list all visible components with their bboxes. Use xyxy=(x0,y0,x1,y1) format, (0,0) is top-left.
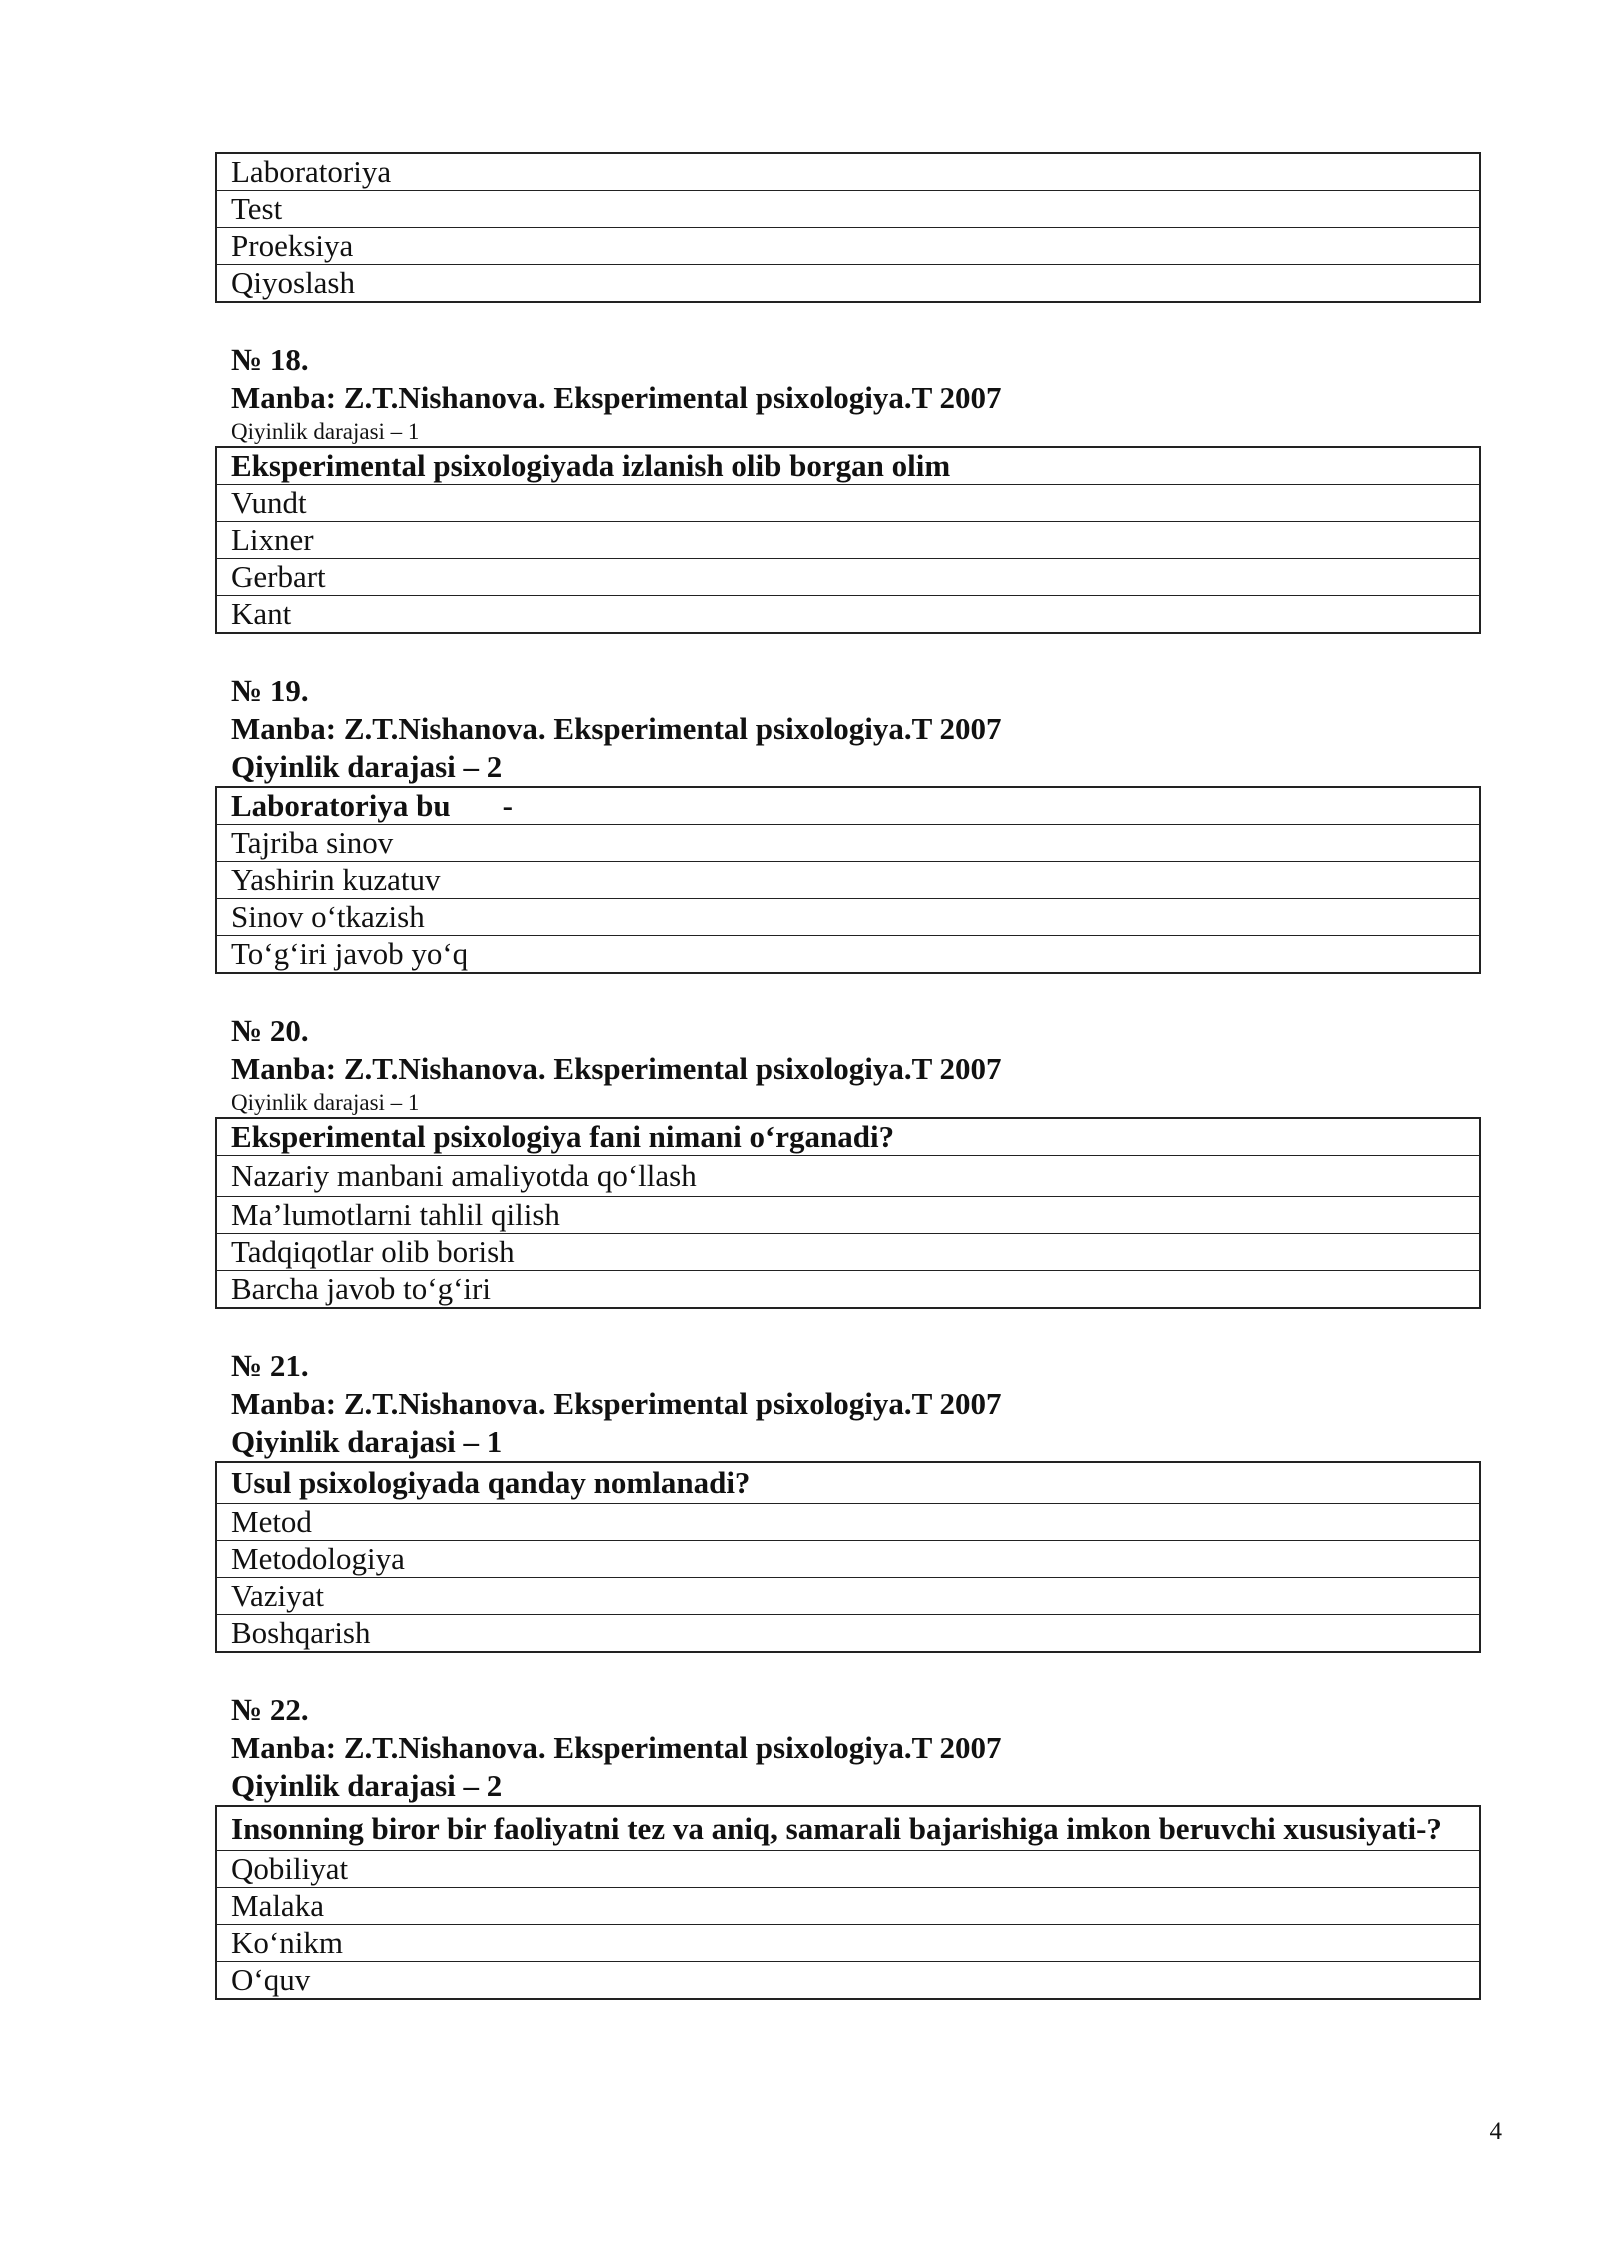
answer-cell: Test xyxy=(216,191,1480,228)
question-number: № 20. xyxy=(231,1013,309,1048)
table-row xyxy=(216,447,1480,485)
answer-cell: Laboratoriya xyxy=(216,153,1480,191)
difficulty-level: Qiyinlik darajasi – 2 xyxy=(231,1768,503,1803)
table-row xyxy=(216,825,1480,862)
table-row xyxy=(216,559,1480,596)
answer-cell: Qobiliyat xyxy=(216,1851,1480,1888)
table-row xyxy=(216,1615,1480,1653)
table-row xyxy=(216,485,1480,522)
question-table xyxy=(215,1117,1481,1309)
question-text: Usul psixologiyada qanday nomlanadi? xyxy=(216,1462,1480,1504)
answer-cell: Nazariy manbani amaliyotda qo‘llash xyxy=(216,1156,1480,1197)
question-source: Manba: Z.T.Nishanova. Eksperimental psixologiya.T 2007 xyxy=(231,380,1002,415)
table-row xyxy=(216,1962,1480,2000)
question-source: Manba: Z.T.Nishanova. Eksperimental psixologiya.T 2007 xyxy=(231,711,1002,746)
difficulty-level: Qiyinlik darajasi – 1 xyxy=(231,1090,420,1115)
answer-cell: Proeksiya xyxy=(216,228,1480,265)
answer-cell: Barcha javob to‘g‘iri xyxy=(216,1271,1480,1309)
table-row xyxy=(216,1806,1480,1851)
question-text: Eksperimental psixologiya fani nimani o‘rganadi? xyxy=(216,1118,1480,1156)
question-source: Manba: Z.T.Nishanova. Eksperimental psixologiya.T 2007 xyxy=(231,1730,1002,1765)
table-row xyxy=(216,936,1480,974)
table-row xyxy=(216,1197,1480,1234)
question-21-block xyxy=(215,1347,1481,1653)
answer-cell: Kant xyxy=(216,596,1480,634)
question-19-block xyxy=(215,672,1481,974)
table-row xyxy=(216,1118,1480,1156)
answer-cell: Sinov o‘tkazish xyxy=(216,899,1480,936)
answer-cell: Tajriba sinov xyxy=(216,825,1480,862)
question-header xyxy=(215,1691,1481,1805)
question-header xyxy=(215,341,1481,446)
question-table xyxy=(215,786,1481,974)
answer-cell: Vaziyat xyxy=(216,1578,1480,1615)
answer-cell: Qiyoslash xyxy=(216,265,1480,303)
question-suffix: - xyxy=(502,788,513,823)
question-table xyxy=(215,1461,1481,1653)
question-text: Laboratoriya bu xyxy=(231,788,451,823)
question-text: Eksperimental psixologiyada izlanish olib borgan olim xyxy=(216,447,1480,485)
table-row xyxy=(216,1504,1480,1541)
table-row xyxy=(216,899,1480,936)
answer-cell: Yashirin kuzatuv xyxy=(216,862,1480,899)
answer-cell: Metod xyxy=(216,1504,1480,1541)
answer-cell: Tadqiqotlar olib borish xyxy=(216,1234,1480,1271)
answer-cell: Ko‘nikm xyxy=(216,1925,1480,1962)
question-20-block xyxy=(215,1012,1481,1309)
question-18-block xyxy=(215,341,1481,634)
question-table xyxy=(215,1805,1481,2000)
answer-cell: Lixner xyxy=(216,522,1480,559)
answer-cell: Boshqarish xyxy=(216,1615,1480,1653)
table-row xyxy=(216,862,1480,899)
answer-cell: Vundt xyxy=(216,485,1480,522)
question-22-block xyxy=(215,1691,1481,2000)
table-row xyxy=(216,1925,1480,1962)
question-header xyxy=(215,1012,1481,1117)
table-row xyxy=(216,191,1480,228)
question-number: № 18. xyxy=(231,342,309,377)
answer-cell: Metodologiya xyxy=(216,1541,1480,1578)
difficulty-level: Qiyinlik darajasi – 1 xyxy=(231,1424,503,1459)
question-cell xyxy=(216,787,1480,825)
table-row xyxy=(216,265,1480,303)
page-content xyxy=(215,152,1481,2000)
answer-cell: Malaka xyxy=(216,1888,1480,1925)
question-number: № 19. xyxy=(231,673,309,708)
difficulty-level: Qiyinlik darajasi – 2 xyxy=(231,749,503,784)
difficulty-level: Qiyinlik darajasi – 1 xyxy=(231,419,420,444)
table-row xyxy=(216,1462,1480,1504)
table-row xyxy=(216,1234,1480,1271)
answer-cell: To‘g‘iri javob yo‘q xyxy=(216,936,1480,974)
table-row xyxy=(216,1578,1480,1615)
answer-cell: Gerbart xyxy=(216,559,1480,596)
question-number: № 21. xyxy=(231,1348,309,1383)
question-number: № 22. xyxy=(231,1692,309,1727)
question-text: Insonning biror bir faoliyatni tez va aniq, samarali bajarishiga imkon beruvchi xususiyati-? xyxy=(216,1806,1480,1851)
question-source: Manba: Z.T.Nishanova. Eksperimental psixologiya.T 2007 xyxy=(231,1051,1002,1086)
answers-table-continued xyxy=(215,152,1481,303)
question-header xyxy=(215,672,1481,786)
table-row xyxy=(216,787,1480,825)
question-header xyxy=(215,1347,1481,1461)
table-row xyxy=(216,153,1480,191)
answer-cell: O‘quv xyxy=(216,1962,1480,2000)
answer-cell: Ma’lumotlarni tahlil qilish xyxy=(216,1197,1480,1234)
question-source: Manba: Z.T.Nishanova. Eksperimental psixologiya.T 2007 xyxy=(231,1386,1002,1421)
table-row xyxy=(216,522,1480,559)
table-row xyxy=(216,1156,1480,1197)
table-row xyxy=(216,228,1480,265)
table-row xyxy=(216,596,1480,634)
page-number: 4 xyxy=(1489,2118,1502,2145)
table-row xyxy=(216,1888,1480,1925)
question-table xyxy=(215,446,1481,634)
table-row xyxy=(216,1851,1480,1888)
table-row xyxy=(216,1541,1480,1578)
table-row xyxy=(216,1271,1480,1309)
